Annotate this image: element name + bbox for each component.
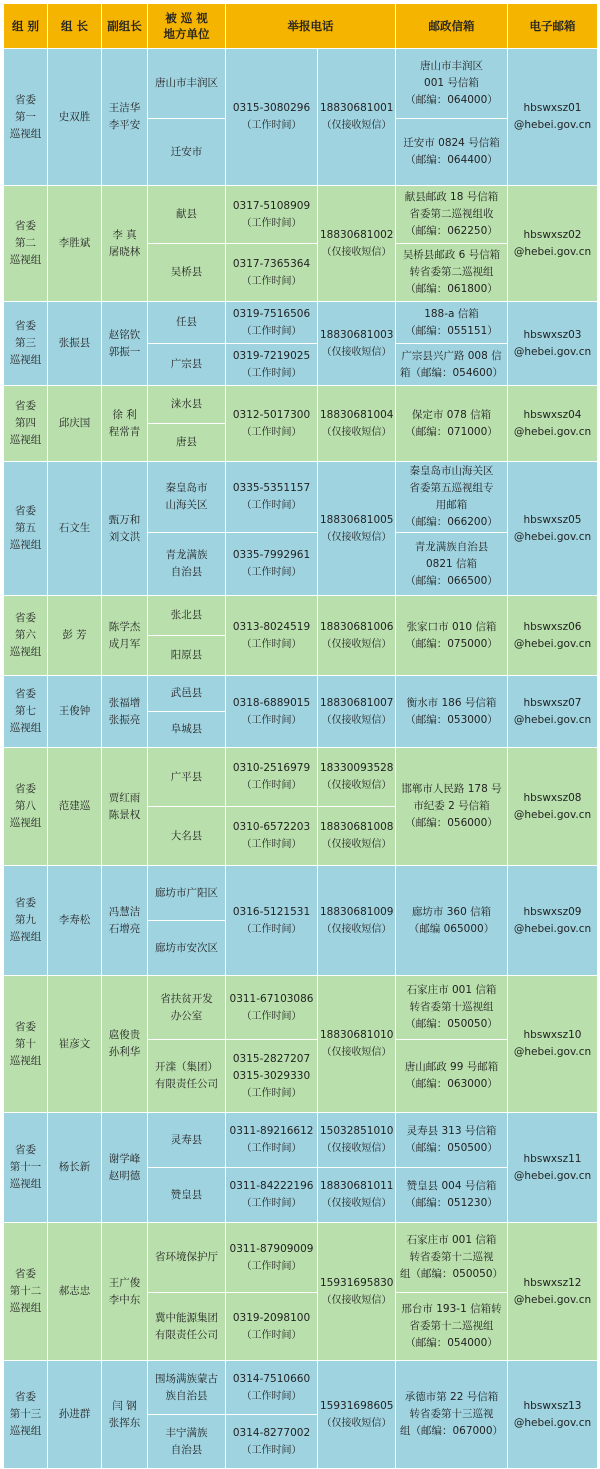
- mobile-cell: [318, 462, 396, 596]
- mail-box: 石家庄市 001 信箱 转省委第十巡视组 （邮编：050050）: [396, 976, 508, 1040]
- unit-name: 青龙满族 自治县: [148, 533, 226, 596]
- unit-name: 廊坊市广阳区: [148, 866, 226, 921]
- phone-note: （工作时间）: [241, 1087, 302, 1099]
- group-name: 省委 第七 巡视组: [4, 676, 48, 748]
- group-name: 省委 第二 巡视组: [4, 186, 48, 302]
- email-address: hbswxsz12 @hebei.gov.cn: [508, 1223, 598, 1361]
- mail-box: 承德市第 22 号信箱 转省委第十三巡视 组（邮编：067000）: [396, 1361, 508, 1469]
- group-leader: 杨长新: [48, 1113, 102, 1223]
- mobile-note: （仅接收短信）: [321, 1294, 392, 1306]
- group-leader: 郝志忠: [48, 1223, 102, 1361]
- phone-number: 0318-6889015: [232, 696, 311, 709]
- group-leader: 彭 芳: [48, 596, 102, 676]
- email-address: hbswxsz08 @hebei.gov.cn: [508, 748, 598, 866]
- mail-box: 保定市 078 信箱 （邮编：071000）: [396, 386, 508, 462]
- mobile-note: （仅接收短信）: [321, 638, 392, 650]
- email-address: hbswxsz10 @hebei.gov.cn: [508, 976, 598, 1113]
- mobile-cell: [318, 807, 396, 866]
- phone-note: （工作时间）: [241, 1444, 302, 1456]
- email-address: hbswxsz01 @hebei.gov.cn: [508, 49, 598, 186]
- unit-name: 献县: [148, 186, 226, 244]
- header-email: 电子邮箱: [508, 4, 598, 49]
- mail-box: 石家庄市 001 信箱 转省委第十二巡视 组（邮编：050050）: [396, 1223, 508, 1293]
- phone-cell: [226, 302, 318, 344]
- mobile-number: 18830681004: [320, 408, 394, 421]
- unit-name: 廊坊市安次区: [148, 921, 226, 976]
- mail-box: 灵寿县 313 号信箱 （邮编：050500）: [396, 1113, 508, 1168]
- phone-note: （工作时间）: [241, 500, 302, 511]
- unit-name: 省环境保护厅: [148, 1223, 226, 1293]
- phone-note: （工作时间）: [241, 367, 302, 379]
- mail-box: 迁安市 0824 号信箱 （邮编：064400）: [396, 119, 508, 186]
- group-name: 省委 第十三 巡视组: [4, 1361, 48, 1469]
- group-name: 省委 第八 巡视组: [4, 748, 48, 866]
- mail-box: 廊坊市 360 信箱 （邮编 065000）: [396, 866, 508, 976]
- phone-note: （工作时间）: [241, 275, 302, 287]
- table-row: [4, 1113, 598, 1168]
- mobile-note: （仅接收短信）: [321, 780, 392, 791]
- mobile-note: （仅接收短信）: [321, 1198, 392, 1209]
- mobile-number: 18830681010: [320, 1029, 394, 1041]
- phone-cell: [226, 1293, 318, 1361]
- phone-number: 0310-6572203: [232, 821, 311, 833]
- phone-number: 0319-7219025: [232, 349, 311, 362]
- unit-name: 任县: [148, 302, 226, 344]
- email-address: hbswxsz06 @hebei.gov.cn: [508, 596, 598, 676]
- table-row: [4, 976, 598, 1040]
- unit-name: 唐县: [148, 424, 226, 462]
- phone-number: 0314-7510660: [232, 1372, 311, 1385]
- mail-box: 188-a 信箱 （邮编：055151）: [396, 302, 508, 344]
- phone-note: （工作时间）: [241, 426, 302, 438]
- phone-cell: [226, 1040, 318, 1113]
- phone-cell: [226, 244, 318, 302]
- mobile-cell: [318, 976, 396, 1113]
- group-name: 省委 第三 巡视组: [4, 302, 48, 386]
- mail-box: 邢台市 193-1 信箱转 省委第十二巡视组 （邮编：054000）: [396, 1293, 508, 1361]
- phone-number: 0335-5351157: [232, 482, 311, 494]
- group-deputy: 陈学杰 成月军: [102, 596, 148, 676]
- table-row: [4, 1361, 598, 1415]
- email-address: hbswxsz11 @hebei.gov.cn: [508, 1113, 598, 1223]
- phone-number: 0311-84222196: [229, 1180, 314, 1192]
- unit-name: 吴桥县: [148, 244, 226, 302]
- mobile-note: （仅接收短信）: [321, 1417, 392, 1429]
- phone-cell: [226, 676, 318, 748]
- unit-name: 武邑县: [148, 676, 226, 712]
- mobile-note: （仅接收短信）: [321, 923, 392, 935]
- header-leader: 组 长: [48, 4, 102, 49]
- unit-name: 涞水县: [148, 386, 226, 424]
- mobile-note: （仅接收短信）: [321, 839, 392, 850]
- mobile-number: 18830681006: [320, 620, 394, 633]
- unit-name: 阳原县: [148, 636, 226, 676]
- phone-number: 0311-89216612: [229, 1125, 314, 1137]
- mobile-cell: [318, 386, 396, 462]
- mobile-number: 18830681011: [320, 1180, 394, 1192]
- mobile-number: 18830681008: [320, 821, 394, 833]
- mobile-cell: [318, 748, 396, 807]
- mobile-note: （仅接收短信）: [321, 714, 392, 726]
- mobile-cell: [318, 1361, 396, 1469]
- table-row: [4, 866, 598, 921]
- email-address: hbswxsz07 @hebei.gov.cn: [508, 676, 598, 748]
- phone-number: 0319-7516506: [232, 307, 311, 320]
- phone-note: （工作时间）: [241, 325, 302, 337]
- phone-note: （工作时间）: [241, 1390, 302, 1402]
- table-row: [4, 186, 598, 244]
- group-deputy: 贾红雨 陈景权: [102, 748, 148, 866]
- mobile-note: （仅接收短信）: [321, 1143, 392, 1154]
- unit-name: 大名县: [148, 807, 226, 866]
- mail-box: 献县邮政 18 号信箱 省委第二巡视组收 （邮编：062250）: [396, 186, 508, 244]
- phone-cell: [226, 807, 318, 866]
- email-address: hbswxsz03 @hebei.gov.cn: [508, 302, 598, 386]
- mobile-number: 18330093528: [320, 762, 394, 774]
- phone-note: （工作时间）: [241, 1329, 302, 1341]
- header-deputy: 副组长: [102, 4, 148, 49]
- group-leader: 王俊钟: [48, 676, 102, 748]
- mail-box: 赞皇县 004 号信箱 （邮编：051230）: [396, 1168, 508, 1223]
- mobile-number: 18830681001: [320, 102, 394, 114]
- mail-box: 张家口市 010 信箱 （邮编：075000）: [396, 596, 508, 676]
- unit-name: 灵寿县: [148, 1113, 226, 1168]
- mail-box: 青龙满族自治县 0821 信箱 （邮编：066500）: [396, 533, 508, 596]
- unit-name: 围场满族蒙古 族自治县: [148, 1361, 226, 1415]
- group-leader: 张振县: [48, 302, 102, 386]
- group-leader: 孙进群: [48, 1361, 102, 1469]
- unit-name: 开滦（集团） 有限责任公司: [148, 1040, 226, 1113]
- unit-name: 广平县: [148, 748, 226, 807]
- phone-cell: [226, 1223, 318, 1293]
- mobile-number: 18830681007: [320, 696, 394, 709]
- table-row: [4, 676, 598, 712]
- phone-note: （工作时间）: [241, 780, 302, 791]
- group-name: 省委 第九 巡视组: [4, 866, 48, 976]
- group-deputy: 甄万和 刘文洪: [102, 462, 148, 596]
- group-name: 省委 第一 巡视组: [4, 49, 48, 186]
- unit-name: 张北县: [148, 596, 226, 636]
- mobile-note: （仅接收短信）: [321, 346, 392, 358]
- inspection-contact-table: [3, 3, 598, 1469]
- group-leader: 李寿松: [48, 866, 102, 976]
- mobile-note: （仅接收短信）: [321, 246, 392, 258]
- phone-number: 0312-5017300: [232, 408, 311, 421]
- header-group: 组 别: [4, 4, 48, 49]
- group-deputy: 王广俊 李中东: [102, 1223, 148, 1361]
- mobile-cell: [318, 1113, 396, 1168]
- mobile-number: 15931695830: [320, 1276, 394, 1289]
- table-row: [4, 49, 598, 119]
- mobile-cell: [318, 49, 396, 186]
- group-leader: 范建巡: [48, 748, 102, 866]
- group-deputy: 闫 钢 张挥东: [102, 1361, 148, 1469]
- phone-number: 0314-8277002: [232, 1426, 311, 1439]
- phone-note: （工作时间）: [241, 1260, 302, 1272]
- phone-number: 0313-8024519: [232, 620, 311, 633]
- mail-box: 唐山邮政 99 号邮箱 （邮编：063000）: [396, 1040, 508, 1113]
- email-address: hbswxsz05 @hebei.gov.cn: [508, 462, 598, 596]
- mobile-cell: [318, 676, 396, 748]
- phone-cell: [226, 596, 318, 676]
- mobile-number: 15931698605: [320, 1399, 394, 1412]
- group-deputy: 冯慧洁 石增亮: [102, 866, 148, 976]
- phone-cell: [226, 344, 318, 386]
- group-leader: 李胜斌: [48, 186, 102, 302]
- group-name: 省委 第十 巡视组: [4, 976, 48, 1113]
- group-name: 省委 第五 巡视组: [4, 462, 48, 596]
- phone-cell: [226, 1113, 318, 1168]
- header-mail: 邮政信箱: [396, 4, 508, 49]
- phone-note: （工作时间）: [241, 567, 302, 578]
- group-name: 省委 第六 巡视组: [4, 596, 48, 676]
- mobile-note: （仅接收短信）: [321, 120, 392, 131]
- table-row: [4, 1223, 598, 1293]
- mail-box: 吴桥县邮政 6 号信箱 转省委第二巡视组 （邮编：061800）: [396, 244, 508, 302]
- phone-cell: [226, 1415, 318, 1469]
- group-deputy: 徐 利 程常青: [102, 386, 148, 462]
- unit-name: 广宗县: [148, 344, 226, 386]
- table-row: [4, 596, 598, 636]
- email-address: hbswxsz09 @hebei.gov.cn: [508, 866, 598, 976]
- mobile-cell: [318, 1168, 396, 1223]
- phone-cell: [226, 533, 318, 596]
- email-address: hbswxsz02 @hebei.gov.cn: [508, 186, 598, 302]
- phone-number: 0317-5108909: [232, 199, 311, 212]
- phone-number: 0317-7365364: [232, 257, 311, 270]
- phone-cell: [226, 866, 318, 976]
- group-deputy: 张福增 张振亮: [102, 676, 148, 748]
- phone-number: 0311-67103086: [229, 992, 314, 1005]
- mobile-number: 18830681002: [320, 228, 394, 241]
- mobile-number: 18830681005: [320, 513, 394, 526]
- table-row: [4, 302, 598, 344]
- phone-cell: [226, 976, 318, 1040]
- table-row: [4, 748, 598, 807]
- mobile-number: 18830681003: [320, 328, 394, 341]
- unit-name: 丰宁满族 自治县: [148, 1415, 226, 1469]
- mail-box: 唐山市丰润区 001 号信箱 （邮编：064000）: [396, 49, 508, 119]
- phone-note: （工作时间）: [241, 638, 302, 650]
- phone-note: （工作时间）: [241, 1198, 302, 1209]
- unit-name: 省扶贫开发 办公室: [148, 976, 226, 1040]
- phone-number: 0316-5121531: [232, 905, 311, 918]
- mobile-note: （仅接收短信）: [321, 531, 392, 543]
- phone-note: （工作时间）: [241, 714, 302, 726]
- phone-note: （工作时间）: [241, 217, 302, 229]
- phone-number: 0310-2516979: [232, 762, 311, 774]
- group-deputy: 李 真 屠晓林: [102, 186, 148, 302]
- unit-name: 冀中能源集团 有限责任公司: [148, 1293, 226, 1361]
- group-deputy: 赵铭钦 郭振一: [102, 302, 148, 386]
- phone-note: （工作时间）: [241, 923, 302, 935]
- mobile-number: 15032851010: [320, 1125, 394, 1137]
- mobile-cell: [318, 866, 396, 976]
- unit-name: 秦皇岛市 山海关区: [148, 462, 226, 533]
- mail-box: 邯郸市人民路 178 号 市纪委 2 号信箱 （邮编：056000）: [396, 748, 508, 866]
- phone-note: （工作时间）: [241, 120, 302, 131]
- phone-cell: [226, 49, 318, 186]
- phone-cell: [226, 186, 318, 244]
- unit-name: 赞皇县: [148, 1168, 226, 1223]
- group-name: 省委 第四 巡视组: [4, 386, 48, 462]
- phone-cell: [226, 1168, 318, 1223]
- phone-number: 0319-2098100: [232, 1311, 311, 1324]
- phone-note: （工作时间）: [241, 839, 302, 850]
- table-row: [4, 386, 598, 424]
- mobile-cell: [318, 186, 396, 302]
- mobile-cell: [318, 1223, 396, 1361]
- phone-note: （工作时间）: [241, 1010, 302, 1022]
- group-deputy: 王洁华 李平安: [102, 49, 148, 186]
- phone-number: 0315-2827207 0315-3029330: [232, 1052, 311, 1082]
- phone-number: 0335-7992961: [232, 549, 311, 561]
- group-name: 省委 第十二 巡视组: [4, 1223, 48, 1361]
- group-leader: 崔彦文: [48, 976, 102, 1113]
- header-unit: 被 巡 视 地方单位: [148, 4, 226, 49]
- phone-cell: [226, 748, 318, 807]
- mobile-note: （仅接收短信）: [321, 1047, 392, 1058]
- table-row: [4, 462, 598, 533]
- email-address: hbswxsz13 @hebei.gov.cn: [508, 1361, 598, 1469]
- group-deputy: 谢学峰 赵明德: [102, 1113, 148, 1223]
- group-leader: 史双胜: [48, 49, 102, 186]
- phone-number: 0315-3080296: [232, 102, 311, 114]
- email-address: hbswxsz04 @hebei.gov.cn: [508, 386, 598, 462]
- unit-name: 迁安市: [148, 119, 226, 186]
- unit-name: 阜城县: [148, 712, 226, 748]
- mobile-number: 18830681009: [320, 905, 394, 918]
- mail-box: 广宗县兴广路 008 信 箱（邮编：054600）: [396, 344, 508, 386]
- mail-box: 秦皇岛市山海关区 省委第五巡视组专 用邮箱 （邮编：066200）: [396, 462, 508, 533]
- phone-cell: [226, 386, 318, 462]
- header-phone: 举报电话: [226, 4, 396, 49]
- phone-note: （工作时间）: [241, 1143, 302, 1154]
- group-deputy: 扈俊贵 孙利华: [102, 976, 148, 1113]
- group-name: 省委 第十一 巡视组: [4, 1113, 48, 1223]
- mobile-cell: [318, 302, 396, 386]
- phone-cell: [226, 1361, 318, 1415]
- phone-cell: [226, 462, 318, 533]
- mobile-cell: [318, 596, 396, 676]
- group-leader: 邱庆国: [48, 386, 102, 462]
- group-leader: 石文生: [48, 462, 102, 596]
- mobile-note: （仅接收短信）: [321, 426, 392, 438]
- unit-name: 唐山市丰润区: [148, 49, 226, 119]
- phone-number: 0311-87909009: [229, 1242, 314, 1255]
- mail-box: 衡水市 186 号信箱 （邮编：053000）: [396, 676, 508, 748]
